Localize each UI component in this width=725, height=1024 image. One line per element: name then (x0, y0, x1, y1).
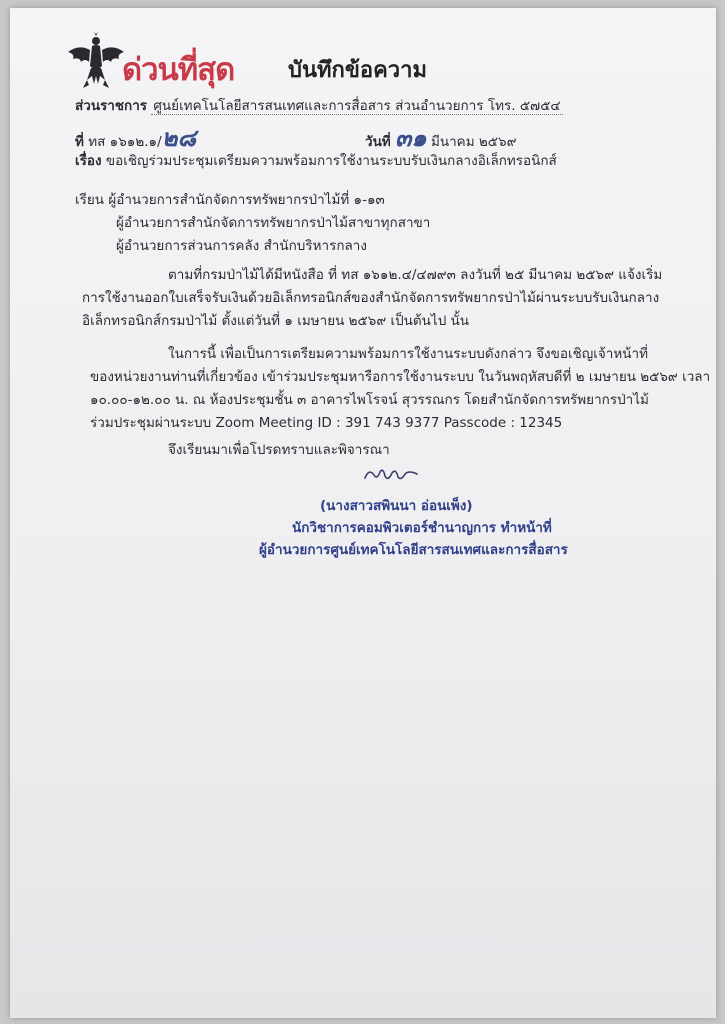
subject-value: ขอเชิญร่วมประชุมเตรียมความพร้อมการใช้งานระบบรับเงินกลางอิเล็กทรอนิกส์ (105, 153, 557, 169)
signatory-position-1: นักวิชาการคอมพิวเตอร์ชำนาญการ ทำหน้าที่ (292, 520, 552, 536)
recipient-item: ผู้อำนวยการสำนักจัดการทรัพยากรป่าไม้ที่ ๑-๑๓ (108, 192, 385, 208)
reference-label: ที่ (75, 134, 84, 150)
signatory-position-2: ผู้อำนวยการศูนย์เทคโนโลยีสารสนเทศและการสื่อสาร (259, 542, 568, 558)
body-paragraph-1-line-2: การใช้งานออกใบเสร็จรับเงินด้วยอิเล็กทรอนิกส์ของสำนักจัดการทรัพยากรป่าไม้ผ่านระบบรับเงินกลาง (82, 290, 660, 306)
reference-prefix: ทส ๑๖๑๒.๑/ (88, 134, 162, 150)
department-value: ศูนย์เทคโนโลยีสารสนเทศและการสื่อสาร ส่วนอำนวยการ โทร. ๕๗๕๔ (153, 98, 561, 114)
subject-line (75, 149, 557, 171)
recipient-item: ผู้อำนวยการส่วนการคลัง สำนักบริหารกลาง (116, 238, 367, 254)
date-month-year: มีนาคม ๒๕๖๙ (430, 134, 517, 150)
date-handwritten-day: ๓๑ (395, 123, 427, 152)
garuda-emblem-icon (65, 32, 127, 94)
urgent-stamp: ด่วนที่สุด (122, 52, 235, 88)
memo-page (10, 8, 716, 1018)
department-label: ส่วนราชการ (75, 98, 148, 114)
body-paragraph-2-line-2: ของหน่วยงานท่านที่เกี่ยวข้อง เข้าร่วมประชุมหารือการใช้งานระบบ ในวันพฤหัสบดีที่ ๒ เมษายน ๒๕๖๙ เวลา (90, 369, 711, 385)
recipient-line-1 (75, 188, 385, 210)
handwritten-signature-icon (361, 462, 421, 488)
department-line (75, 94, 563, 116)
document-title: บันทึกข้อความ (288, 58, 428, 83)
body-paragraph-2-line-3: ๑๐.๐๐-๑๒.๐๐ น. ณ ห้องประชุมชั้น ๓ อาคารไพโรจน์ สุวรรณกร โดยสำนักจัดการทรัพยากรป่าไม้ (90, 392, 649, 408)
subject-label: เรื่อง (75, 153, 102, 169)
date-label: วันที่ (365, 134, 391, 150)
signatory-name: (นางสาวสพินนา อ่อนเพ็ง) (320, 498, 473, 514)
body-paragraph-2-line-4: ร่วมประชุมผ่านระบบ Zoom Meeting ID : 391 743 9377 Passcode : 12345 (90, 415, 563, 431)
recipient-item: ผู้อำนวยการสำนักจัดการทรัพยากรป่าไม้สาขาทุกสาขา (116, 215, 431, 231)
recipient-label: เรียน (75, 192, 105, 208)
reference-handwritten-number: ๒๘ (161, 123, 196, 152)
body-paragraph-2-line-1: ในการนี้ เพื่อเป็นการเตรียมความพร้อมการใช้งานระบบดังกล่าว จึงขอเชิญเจ้าหน้าที่ (168, 346, 648, 362)
body-paragraph-1-line-1: ตามที่กรมป่าไม้ได้มีหนังสือ ที่ ทส ๑๖๑๒.๔/๔๗๙๓ ลงวันที่ ๒๕ มีนาคม ๒๕๖๙ แจ้งเริ่ม (168, 267, 663, 283)
body-paragraph-1-line-3: อิเล็กทรอนิกส์กรมป่าไม้ ตั้งแต่วันที่ ๑ เมษายน ๒๕๖๙ เป็นต้นไป นั้น (82, 313, 470, 329)
closing-line: จึงเรียนมาเพื่อโปรดทราบและพิจารณา (168, 442, 390, 458)
